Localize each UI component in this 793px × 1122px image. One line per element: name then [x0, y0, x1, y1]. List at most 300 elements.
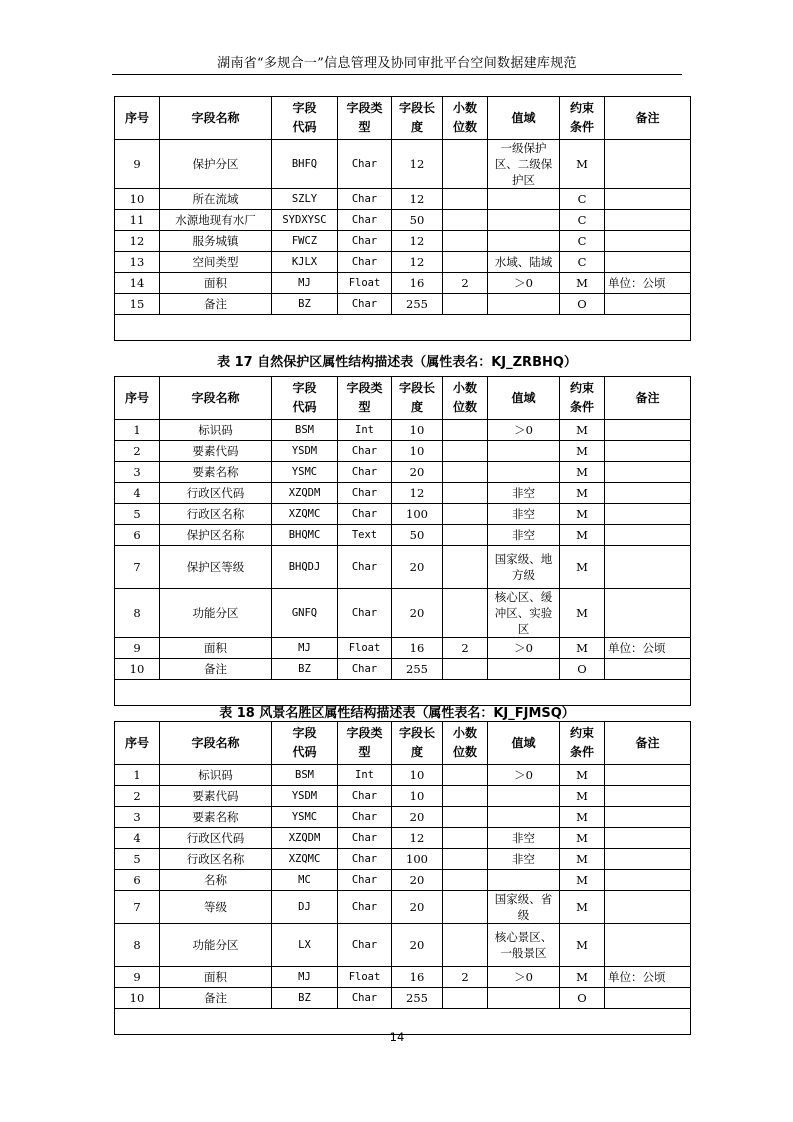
cell-domain: 非空 [488, 849, 560, 870]
cell-code: BSM [272, 765, 338, 786]
cell-remark: 单位：公顷 [605, 967, 691, 988]
table-empty-row [115, 315, 691, 341]
cell-decimals [443, 546, 488, 589]
cell-code: SYDXYSC [272, 210, 338, 231]
cell-constraint: M [560, 828, 605, 849]
column-header-code [272, 97, 338, 140]
cell-domain: 非空 [488, 483, 560, 504]
cell-decimals [443, 525, 488, 546]
column-header-seq: 序号 [115, 97, 160, 140]
cell-length: 10 [392, 786, 443, 807]
column-header-remark: 备注 [605, 377, 691, 420]
cell-seq: 6 [115, 870, 160, 891]
cell-constraint: M [560, 765, 605, 786]
header-divider [112, 74, 682, 75]
cell-name: 面积 [160, 638, 272, 659]
table-row [115, 294, 691, 315]
cell-code: BHQMC [272, 525, 338, 546]
column-header-seq: 序号 [115, 377, 160, 420]
cell-constraint: M [560, 870, 605, 891]
cell-type: Text [338, 525, 392, 546]
cell-decimals [443, 252, 488, 273]
table-row [115, 891, 691, 924]
table-row [115, 638, 691, 659]
cell-remark [605, 924, 691, 967]
column-header-type-line: 型 [358, 745, 371, 759]
cell-code: BZ [272, 988, 338, 1009]
column-header-decimals [443, 377, 488, 420]
cell-remark [605, 807, 691, 828]
cell-code: LX [272, 924, 338, 967]
cell-seq: 10 [115, 189, 160, 210]
column-header-type-line: 字段类 [346, 381, 383, 395]
cell-code: BHQDJ [272, 546, 338, 589]
cell-name: 功能分区 [160, 589, 272, 638]
table-row [115, 189, 691, 210]
cell-type: Float [338, 273, 392, 294]
cell-remark [605, 294, 691, 315]
table-header-row [115, 722, 691, 765]
cell-code: XZQDM [272, 483, 338, 504]
column-header-type [338, 97, 392, 140]
cell-name: 行政区名称 [160, 849, 272, 870]
cell-constraint: O [560, 988, 605, 1009]
cell-domain [488, 189, 560, 210]
cell-decimals: 2 [443, 273, 488, 294]
column-header-constraint-line: 条件 [569, 400, 594, 414]
cell-constraint: C [560, 210, 605, 231]
column-header-type [338, 377, 392, 420]
cell-decimals [443, 828, 488, 849]
cell-constraint: M [560, 924, 605, 967]
column-header-length [392, 722, 443, 765]
column-header-code-line: 代码 [292, 745, 317, 759]
cell-length: 12 [392, 828, 443, 849]
cell-type: Char [338, 546, 392, 589]
cell-seq: 2 [115, 786, 160, 807]
table-row [115, 546, 691, 589]
cell-domain: 国家级、地方级 [488, 546, 560, 589]
cell-remark [605, 140, 691, 189]
column-header-code-line: 代码 [292, 120, 317, 134]
cell-remark [605, 849, 691, 870]
cell-code: GNFQ [272, 589, 338, 638]
cell-type: Char [338, 828, 392, 849]
table-row [115, 441, 691, 462]
cell-length: 50 [392, 210, 443, 231]
table-row [115, 807, 691, 828]
column-header-name: 字段名称 [160, 377, 272, 420]
cell-length: 16 [392, 273, 443, 294]
cell-length: 20 [392, 870, 443, 891]
column-header-decimals-line: 位数 [452, 120, 477, 134]
cell-remark [605, 988, 691, 1009]
cell-type: Char [338, 589, 392, 638]
cell-type: Float [338, 638, 392, 659]
table-row [115, 967, 691, 988]
cell-type: Char [338, 252, 392, 273]
cell-constraint: M [560, 441, 605, 462]
cell-length: 20 [392, 462, 443, 483]
cell-constraint: C [560, 231, 605, 252]
cell-remark [605, 828, 691, 849]
attribute-table-16-continued [114, 96, 691, 341]
column-header-decimals-line: 小数 [452, 101, 477, 115]
cell-remark [605, 504, 691, 525]
cell-domain: 核心区、缓冲区、实验区 [488, 589, 560, 638]
column-header-length-line: 度 [410, 120, 423, 134]
cell-type: Char [338, 924, 392, 967]
cell-decimals [443, 483, 488, 504]
cell-name: 面积 [160, 967, 272, 988]
cell-length: 255 [392, 294, 443, 315]
cell-length: 16 [392, 638, 443, 659]
cell-remark [605, 786, 691, 807]
cell-domain: 非空 [488, 504, 560, 525]
page-header-title: 湖南省“多规合一”信息管理及协同审批平台空间数据建库规范 [217, 56, 577, 71]
cell-domain: ＞0 [488, 967, 560, 988]
cell-decimals [443, 189, 488, 210]
column-header-decimals-line: 小数 [452, 381, 477, 395]
table-row [115, 786, 691, 807]
column-header-domain: 值域 [488, 97, 560, 140]
cell-seq: 1 [115, 765, 160, 786]
cell-name: 空间类型 [160, 252, 272, 273]
cell-domain: 核心景区、一般景区 [488, 924, 560, 967]
table-row [115, 589, 691, 638]
table-18-caption: 表 18 风景名胜区属性结构描述表（属性表名：KJ_FJMSQ） [219, 706, 575, 721]
cell-code: BHFQ [272, 140, 338, 189]
column-header-constraint-line: 约束 [569, 101, 594, 115]
cell-seq: 9 [115, 967, 160, 988]
cell-length: 50 [392, 525, 443, 546]
cell-code: BZ [272, 294, 338, 315]
cell-constraint: M [560, 638, 605, 659]
table-row [115, 525, 691, 546]
column-header-constraint [560, 722, 605, 765]
column-header-decimals [443, 97, 488, 140]
column-header-decimals-line: 位数 [452, 400, 477, 414]
cell-name: 要素名称 [160, 462, 272, 483]
column-header-type-line: 字段类 [346, 726, 383, 740]
cell-remark [605, 891, 691, 924]
cell-seq: 2 [115, 441, 160, 462]
cell-code: XZQMC [272, 504, 338, 525]
cell-remark [605, 659, 691, 680]
cell-name: 标识码 [160, 765, 272, 786]
cell-length: 12 [392, 483, 443, 504]
cell-seq: 10 [115, 988, 160, 1009]
cell-type: Char [338, 807, 392, 828]
column-header-type-line: 型 [358, 120, 371, 134]
cell-decimals [443, 294, 488, 315]
cell-length: 20 [392, 924, 443, 967]
cell-domain [488, 659, 560, 680]
cell-remark [605, 462, 691, 483]
cell-name: 名称 [160, 870, 272, 891]
column-header-domain: 值域 [488, 377, 560, 420]
cell-code: MJ [272, 967, 338, 988]
table-row [115, 420, 691, 441]
cell-decimals: 2 [443, 638, 488, 659]
cell-constraint: M [560, 483, 605, 504]
cell-decimals [443, 420, 488, 441]
cell-constraint: M [560, 546, 605, 589]
cell-seq: 4 [115, 828, 160, 849]
cell-type: Char [338, 786, 392, 807]
cell-constraint: M [560, 786, 605, 807]
cell-seq: 4 [115, 483, 160, 504]
cell-type: Char [338, 870, 392, 891]
table-row [115, 210, 691, 231]
cell-remark [605, 231, 691, 252]
cell-name: 备注 [160, 659, 272, 680]
cell-type: Char [338, 462, 392, 483]
cell-remark [605, 870, 691, 891]
cell-length: 12 [392, 189, 443, 210]
table-header-row [115, 377, 691, 420]
cell-remark [605, 210, 691, 231]
cell-seq: 1 [115, 420, 160, 441]
column-header-decimals [443, 722, 488, 765]
cell-type: Char [338, 988, 392, 1009]
cell-remark: 单位：公顷 [605, 273, 691, 294]
cell-decimals [443, 462, 488, 483]
table-row [115, 462, 691, 483]
cell-length: 20 [392, 546, 443, 589]
cell-domain [488, 210, 560, 231]
cell-code: MJ [272, 638, 338, 659]
cell-remark [605, 441, 691, 462]
table-17-caption: 表 17 自然保护区属性结构描述表（属性表名：KJ_ZRBHQ） [217, 355, 577, 370]
cell-decimals [443, 924, 488, 967]
cell-decimals [443, 765, 488, 786]
cell-length: 100 [392, 504, 443, 525]
cell-seq: 8 [115, 924, 160, 967]
cell-constraint: M [560, 891, 605, 924]
attribute-table-18 [114, 721, 691, 1035]
cell-remark [605, 483, 691, 504]
cell-constraint: M [560, 462, 605, 483]
cell-remark: 单位：公顷 [605, 638, 691, 659]
cell-domain [488, 870, 560, 891]
cell-decimals [443, 589, 488, 638]
column-header-decimals-line: 小数 [452, 726, 477, 740]
cell-constraint: M [560, 525, 605, 546]
cell-decimals [443, 807, 488, 828]
column-header-code-line: 字段 [292, 101, 317, 115]
table-row [115, 870, 691, 891]
cell-type: Char [338, 231, 392, 252]
cell-remark [605, 189, 691, 210]
cell-length: 20 [392, 891, 443, 924]
cell-constraint: M [560, 504, 605, 525]
column-header-constraint-line: 条件 [569, 745, 594, 759]
cell-seq: 5 [115, 504, 160, 525]
cell-length: 255 [392, 659, 443, 680]
cell-domain: 一级保护区、二级保护区 [488, 140, 560, 189]
cell-length: 12 [392, 231, 443, 252]
table-row [115, 483, 691, 504]
column-header-remark: 备注 [605, 722, 691, 765]
cell-seq: 9 [115, 140, 160, 189]
cell-type: Int [338, 420, 392, 441]
column-header-type-line: 型 [358, 400, 371, 414]
column-header-name: 字段名称 [160, 97, 272, 140]
cell-domain [488, 807, 560, 828]
cell-code: BSM [272, 420, 338, 441]
column-header-constraint [560, 377, 605, 420]
column-header-domain: 值域 [488, 722, 560, 765]
cell-constraint: M [560, 589, 605, 638]
cell-domain [488, 786, 560, 807]
cell-type: Char [338, 891, 392, 924]
cell-length: 12 [392, 252, 443, 273]
cell-type: Char [338, 140, 392, 189]
cell-constraint: O [560, 294, 605, 315]
cell-decimals: 2 [443, 967, 488, 988]
table-row [115, 849, 691, 870]
cell-seq: 6 [115, 525, 160, 546]
cell-length: 20 [392, 589, 443, 638]
column-header-length-line: 字段长 [398, 101, 435, 115]
cell-seq: 3 [115, 462, 160, 483]
cell-name: 保护区等级 [160, 546, 272, 589]
cell-name: 行政区名称 [160, 504, 272, 525]
cell-constraint: M [560, 807, 605, 828]
cell-remark [605, 765, 691, 786]
cell-name: 要素名称 [160, 807, 272, 828]
column-header-remark: 备注 [605, 97, 691, 140]
cell-type: Float [338, 967, 392, 988]
cell-decimals [443, 140, 488, 189]
cell-domain: 水域、陆域 [488, 252, 560, 273]
cell-remark [605, 546, 691, 589]
cell-length: 10 [392, 420, 443, 441]
cell-constraint: M [560, 420, 605, 441]
cell-name: 面积 [160, 273, 272, 294]
cell-type: Char [338, 483, 392, 504]
cell-remark [605, 252, 691, 273]
cell-seq: 14 [115, 273, 160, 294]
column-header-code-line: 字段 [292, 726, 317, 740]
cell-seq: 7 [115, 891, 160, 924]
table-row [115, 659, 691, 680]
cell-code: SZLY [272, 189, 338, 210]
cell-length: 255 [392, 988, 443, 1009]
cell-domain: ＞0 [488, 420, 560, 441]
cell-name: 标识码 [160, 420, 272, 441]
cell-seq: 8 [115, 589, 160, 638]
cell-seq: 10 [115, 659, 160, 680]
column-header-code-line: 代码 [292, 400, 317, 414]
cell-constraint: C [560, 252, 605, 273]
cell-domain: 非空 [488, 828, 560, 849]
table-row [115, 273, 691, 294]
column-header-length-line: 字段长 [398, 381, 435, 395]
column-header-decimals-line: 位数 [452, 745, 477, 759]
cell-seq: 7 [115, 546, 160, 589]
table-row [115, 231, 691, 252]
cell-decimals [443, 849, 488, 870]
cell-decimals [443, 441, 488, 462]
table-row [115, 252, 691, 273]
cell-code: YSMC [272, 462, 338, 483]
column-header-length-line: 度 [410, 745, 423, 759]
cell-decimals [443, 891, 488, 924]
cell-code: BZ [272, 659, 338, 680]
cell-seq: 5 [115, 849, 160, 870]
cell-constraint: M [560, 849, 605, 870]
cell-name: 保护分区 [160, 140, 272, 189]
cell-constraint: M [560, 967, 605, 988]
column-header-name: 字段名称 [160, 722, 272, 765]
cell-code: MJ [272, 273, 338, 294]
cell-remark [605, 420, 691, 441]
cell-name: 行政区代码 [160, 828, 272, 849]
cell-constraint: M [560, 140, 605, 189]
cell-type: Int [338, 765, 392, 786]
cell-seq: 12 [115, 231, 160, 252]
cell-domain [488, 462, 560, 483]
cell-type: Char [338, 504, 392, 525]
cell-name: 功能分区 [160, 924, 272, 967]
cell-type: Char [338, 441, 392, 462]
cell-code: YSMC [272, 807, 338, 828]
cell-length: 16 [392, 967, 443, 988]
cell-name: 要素代码 [160, 441, 272, 462]
cell-name: 要素代码 [160, 786, 272, 807]
cell-decimals [443, 504, 488, 525]
cell-decimals [443, 786, 488, 807]
cell-seq: 13 [115, 252, 160, 273]
column-header-length [392, 377, 443, 420]
table-row [115, 765, 691, 786]
column-header-constraint-line: 条件 [569, 120, 594, 134]
cell-constraint: C [560, 189, 605, 210]
cell-code: YSDM [272, 441, 338, 462]
cell-length: 12 [392, 140, 443, 189]
cell-remark [605, 589, 691, 638]
cell-length: 20 [392, 807, 443, 828]
cell-code: MC [272, 870, 338, 891]
cell-code: XZQDM [272, 828, 338, 849]
column-header-constraint-line: 约束 [569, 381, 594, 395]
column-header-constraint [560, 97, 605, 140]
cell-name: 等级 [160, 891, 272, 924]
cell-constraint: O [560, 659, 605, 680]
cell-name: 备注 [160, 988, 272, 1009]
cell-constraint: M [560, 273, 605, 294]
cell-seq: 3 [115, 807, 160, 828]
cell-name: 备注 [160, 294, 272, 315]
cell-seq: 15 [115, 294, 160, 315]
cell-name: 保护区名称 [160, 525, 272, 546]
cell-type: Char [338, 849, 392, 870]
cell-domain [488, 294, 560, 315]
table-row [115, 504, 691, 525]
cell-domain [488, 988, 560, 1009]
cell-decimals [443, 231, 488, 252]
column-header-type [338, 722, 392, 765]
cell-length: 10 [392, 441, 443, 462]
cell-domain: 非空 [488, 525, 560, 546]
cell-code: KJLX [272, 252, 338, 273]
cell-code: XZQMC [272, 849, 338, 870]
column-header-length-line: 字段长 [398, 726, 435, 740]
cell-type: Char [338, 659, 392, 680]
cell-seq: 11 [115, 210, 160, 231]
